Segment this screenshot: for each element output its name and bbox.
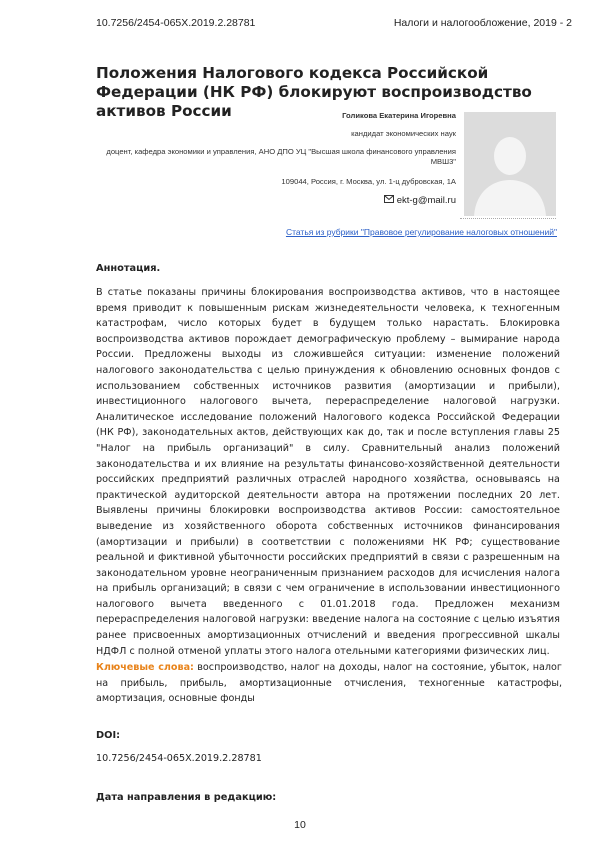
rubric-link[interactable]: Статья из рубрики "Правовое регулирование налоговых отношений" — [285, 227, 557, 237]
page-number: 10 — [294, 819, 306, 831]
header-journal: Налоги и налогообложение, 2019 - 2 — [393, 17, 572, 29]
doi-value: 10.7256/2454-065X.2019.2.28781 — [96, 753, 262, 764]
author-info — [100, 111, 456, 206]
article-title: Положения Налогового кодекса Российской Федерации (НК РФ) блокируют воспроизводство активов России — [96, 64, 532, 120]
author-email[interactable]: ekt-g@mail.ru — [396, 195, 456, 207]
avatar-silhouette-icon — [464, 112, 556, 216]
author-position: доцент, кафедра экономики и управления, АНО ДПО УЦ "Высшая школа финансового управления МВШ3" — [106, 147, 456, 166]
author-email-line — [100, 195, 456, 206]
abstract-text: В статье показаны причины блокирования воспроизводства активов, что в настоящее время приводит к повышенным рискам жизнедеятельности человека, к техногенным катастрофам, число которых будет в будущем только нарастать. Блокировка воспроизводства активов порождает демографическую проблему – вымирание народа России. Предложены выходы из сложившейся ситуации: изменение положений налогового законодательства с целью принуждения к обновлению основных фондов с использованием собственных источников развития (амортизации и прибыли), инвестиционного налогового вычета, перераспределение налоговой нагрузки. Аналитическое исследование положений Налогового кодекса Российской Федерации (НК РФ), законодательных актов, действующих как до, так и после вступления главы 25 "Налог на прибыль организаций" в силу. Сравнительный анализ положений законодательства и их влияние на результаты финансово-хозяйственной деятельности российских предприятий различных отраслей народного хозяйства, основываясь на практической аудиторской деятельности автора на протяжении последних 20 лет. Выявлены причины блокировки воспроизводства активов России: самостоятельное выведение из хозяйственного оборота собственных источников финансирования (амортизации и прибыли) в соответствии с положениями НК РФ; существование реальной и фиктивной убыточности российских предприятий в связи с разрешенным на законодательном уровне неограниченным признанием расходов для исчисления налога на прибыль организаций; в связи с чем ограничение в использовании инвестиционного налогового вычета введенного с 01.01.2018 года. Предложен механизм перераспределения налоговой нагрузки: введение налога на состояние с целью изъятия ранее присвоенных амортизационных отчислений и введения прогрессивной шкалы НДФЛ с полной отменой уплаты этого налога отельными категориями физических лиц. — [96, 287, 560, 657]
keywords-paragraph — [96, 660, 562, 707]
author-degree: кандидат экономических наук — [351, 129, 456, 138]
divider — [460, 218, 556, 219]
doi-heading: DOI: — [96, 730, 121, 741]
author-name: Голикова Екатерина Игоревна — [342, 111, 456, 120]
header-doi: 10.7256/2454-065X.2019.2.28781 — [96, 17, 256, 29]
envelope-icon — [384, 195, 394, 206]
abstract-heading: Аннотация. — [96, 263, 161, 274]
author-address: 109044, Россия, г. Москва, ул. 1-ц дубровская, 1А — [281, 177, 456, 186]
keywords-text: воспроизводство, налог на доходы, налог на состояние, убыток, налог на прибыль, прибыль, амортизационные отчисления, техногенные катастрофы, амортизация, основные фонды — [96, 662, 562, 705]
keywords-label: Ключевые слова: — [96, 662, 194, 673]
author-photo-placeholder — [464, 112, 556, 216]
submission-date-heading: Дата направления в редакцию: — [96, 792, 277, 803]
